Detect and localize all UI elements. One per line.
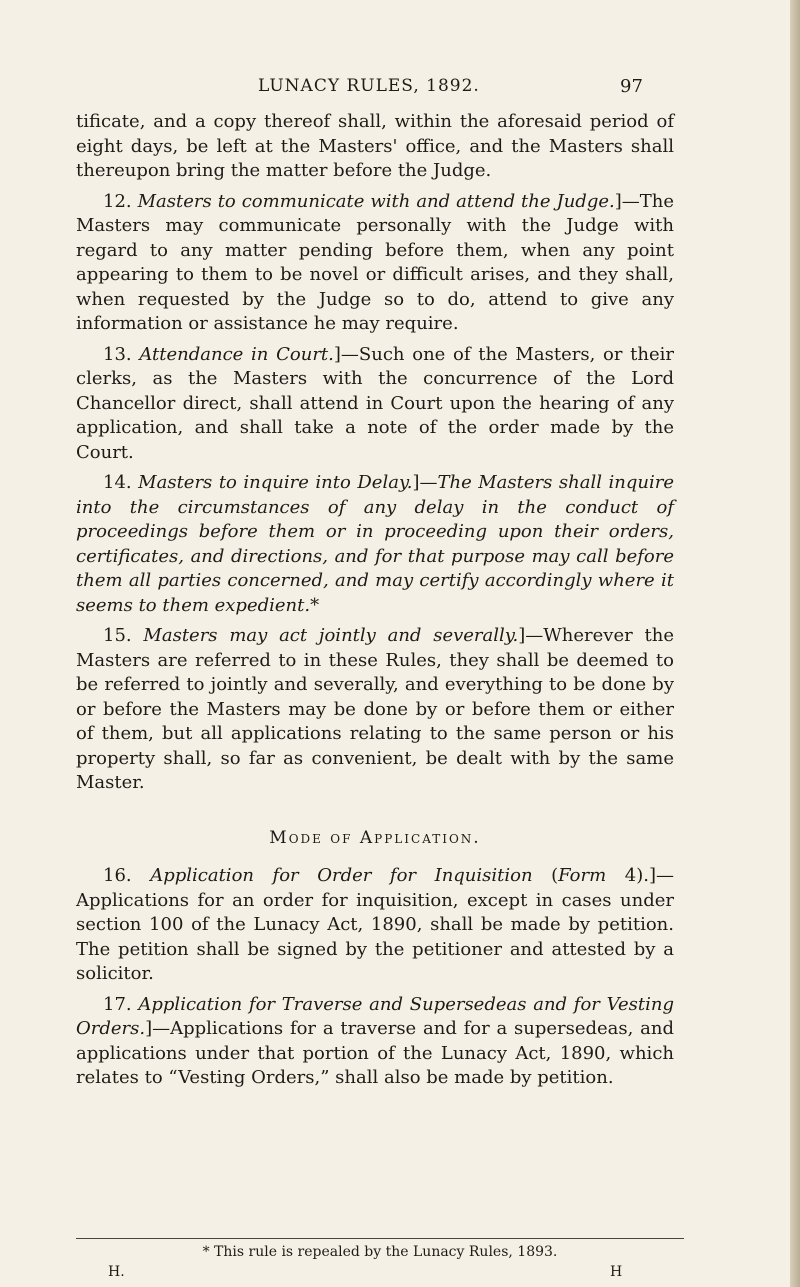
rule-17-title: Application for Traverse and Supersedeas and for Vesting Orders. — [76, 993, 674, 1039]
rule-16: 16. Application for Order for Inquisition (Form 4).]—Applications for an order for inquisition, except in cases under section 100 of the Lunacy Act, 1890, shall be made by petition. The petition shall be signed by the petitioner and attested by a solicitor. — [76, 865, 674, 984]
rule-12: 12. Masters to communicate with and attend the Judge.]—The Masters may communicate personally with the Judge with regard to any matter pending before them, when any point appearing to them to be novel or difficult arises, and they shall, when requested by the Judge so to do, attend to give any information or assistance he may require. — [76, 190, 674, 334]
rule-15: 15. Masters may act jointly and severally.]—Wherever the Masters are referred to in these Rules, they shall be deemed to be referred to jointly and severally, and everything to be done by or before the Masters may be done by or before them or either of them, but all applications relating to the same person or his property shall, so far as convenient, be dealt with by the same Master. — [76, 625, 674, 793]
paragraph-continuation: tificate, and a copy thereof shall, within the aforesaid period of eight days, be left at the Masters' office, and the Masters shall thereupon bring the matter before the Judge. — [76, 111, 674, 181]
rule-13-title: Attendance in Court. — [139, 343, 334, 365]
signature-mark-right: H — [610, 1264, 623, 1280]
page-number: 97 — [620, 76, 643, 97]
rule-13: 13. Attendance in Court.]—Such one of the Masters, or their clerks, as the Masters with the concurrence of the Lord Chancellor direct, shall attend in Court upon the hearing of any application, and shall take a note of the order made by the Court. — [76, 343, 674, 463]
rule-15-title: Masters may act jointly and severally. — [143, 625, 519, 646]
rule-12-title: Masters to communicate with and attend the Judge. — [137, 190, 615, 212]
running-head: LUNACY RULES, 1892. — [258, 76, 480, 96]
page-edge — [790, 0, 800, 1287]
footnote-divider — [76, 1238, 684, 1239]
rule-14-title: Masters to inquire into Delay. — [138, 472, 413, 493]
section-heading: Mode of Application. — [269, 827, 481, 848]
signature-mark-left: H. — [108, 1264, 125, 1280]
page-header — [0, 76, 790, 100]
footnote: * This rule is repealed by the Lunacy Rules, 1893. — [202, 1244, 558, 1260]
rule-14: 14. Masters to inquire into Delay.]—The Masters shall inquire into the circumstances of any delay in the conduct of proceedings before them or in proceeding upon their orders, certificates, and directions, and for that purpose may call before them all parties concerned, and may certify accordingly where it seems to them expedient.* — [76, 472, 674, 616]
rule-17: 17. Application for Traverse and Supersedeas and for Vesting Orders.]—Applications for a traverse and for a supersedeas, and applications under that portion of the Lunacy Act, 1890, which relates to “Vesting Orders,” shall also be made by petition. — [76, 993, 674, 1088]
rule-16-title: Application for Order for Inquisition — [150, 865, 533, 886]
rule-14-text: The Masters shall inquire into the circumstances of any delay in the conduct of proceedings before them or in proceeding upon their orders, certificates, and directions, and for that purpose may call before them all parties concerned, and may certify accordingly where it seems to them expedient.* — [76, 472, 674, 616]
body-text — [76, 110, 674, 1097]
